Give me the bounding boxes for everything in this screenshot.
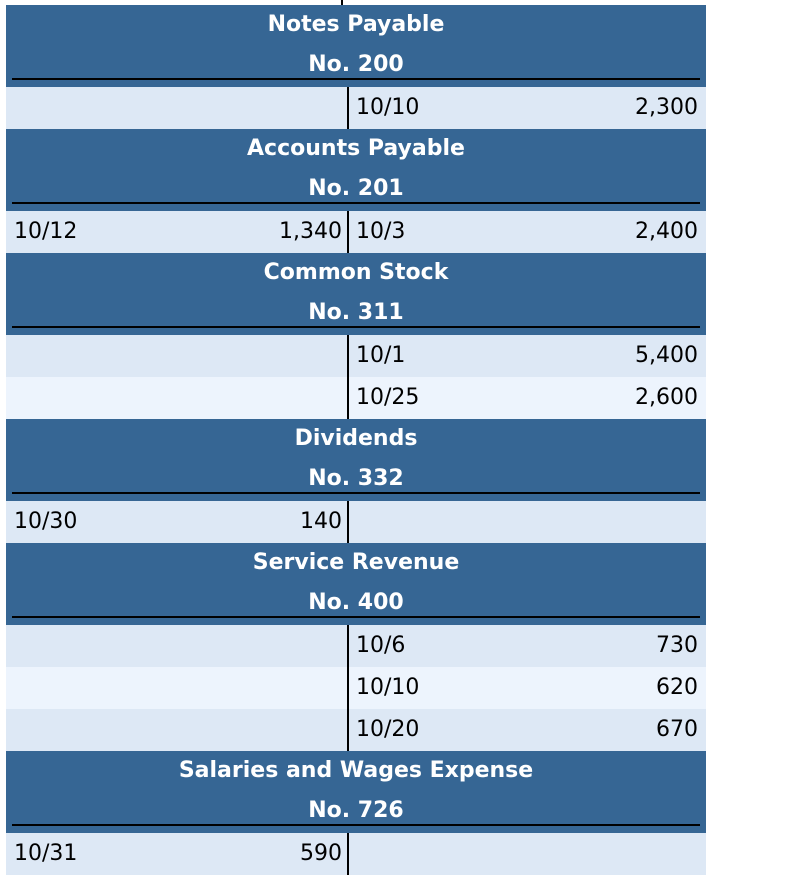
- account-name: Notes Payable: [267, 12, 445, 37]
- t-account-divider: [347, 335, 349, 377]
- t-account: [6, 751, 706, 875]
- account-number: No. 200: [308, 52, 404, 77]
- t-account-divider: [347, 377, 349, 419]
- header-rule: [12, 616, 700, 618]
- ledger-row: [6, 501, 706, 543]
- ledger-row: [6, 833, 706, 875]
- header-rule: [12, 492, 700, 494]
- header-rule: [12, 202, 700, 204]
- credit-amount: 670: [656, 717, 698, 742]
- debit-amount: 1,340: [279, 219, 342, 244]
- t-account-divider: [347, 625, 349, 667]
- ledger-row: [6, 625, 706, 667]
- account-name: Service Revenue: [252, 550, 460, 575]
- t-account-divider: [347, 709, 349, 751]
- t-account-divider: [347, 87, 349, 129]
- ledger-row: [6, 211, 706, 253]
- header-rule: [12, 824, 700, 826]
- credit-date: 10/3: [356, 219, 406, 244]
- credit-date: 10/10: [356, 675, 420, 700]
- credit-date: 10/6: [356, 633, 406, 658]
- credit-amount: 2,300: [635, 95, 698, 120]
- credit-amount: 2,600: [635, 385, 698, 410]
- debit-date: 10/31: [14, 841, 78, 866]
- debit-amount: 140: [300, 509, 342, 534]
- ledger-row: [6, 87, 706, 129]
- account-number: No. 201: [308, 176, 404, 201]
- ledger-row: [6, 667, 706, 709]
- account-header: [6, 5, 706, 87]
- ledger-row: [6, 377, 706, 419]
- ledger-t-accounts: [6, 5, 706, 875]
- account-header: [6, 419, 706, 501]
- account-name: Dividends: [294, 426, 418, 451]
- header-rule: [12, 78, 700, 80]
- t-account-divider: [347, 833, 349, 875]
- t-account: [6, 5, 706, 129]
- t-account-divider: [347, 667, 349, 709]
- account-name: Salaries and Wages Expense: [178, 758, 534, 783]
- account-name: Common Stock: [263, 260, 449, 285]
- t-account: [6, 543, 706, 751]
- t-account-divider: [347, 211, 349, 253]
- debit-date: 10/12: [14, 219, 78, 244]
- account-name: Accounts Payable: [247, 136, 465, 161]
- account-number: No. 726: [308, 798, 404, 823]
- account-header: [6, 253, 706, 335]
- t-account: [6, 129, 706, 253]
- account-number: No. 332: [308, 466, 404, 491]
- ledger-row: [6, 335, 706, 377]
- credit-date: 10/20: [356, 717, 420, 742]
- credit-date: 10/25: [356, 385, 420, 410]
- credit-date: 10/1: [356, 343, 406, 368]
- credit-amount: 5,400: [635, 343, 698, 368]
- account-header: [6, 751, 706, 833]
- credit-amount: 730: [656, 633, 698, 658]
- account-header: [6, 543, 706, 625]
- header-rule: [12, 326, 700, 328]
- t-account: [6, 253, 706, 419]
- account-number: No. 400: [308, 590, 404, 615]
- t-account: [6, 419, 706, 543]
- debit-amount: 590: [300, 841, 342, 866]
- credit-date: 10/10: [356, 95, 420, 120]
- debit-date: 10/30: [14, 509, 78, 534]
- account-header: [6, 129, 706, 211]
- ledger-row: [6, 709, 706, 751]
- t-account-divider: [347, 501, 349, 543]
- credit-amount: 620: [656, 675, 698, 700]
- account-number: No. 311: [308, 300, 404, 325]
- credit-amount: 2,400: [635, 219, 698, 244]
